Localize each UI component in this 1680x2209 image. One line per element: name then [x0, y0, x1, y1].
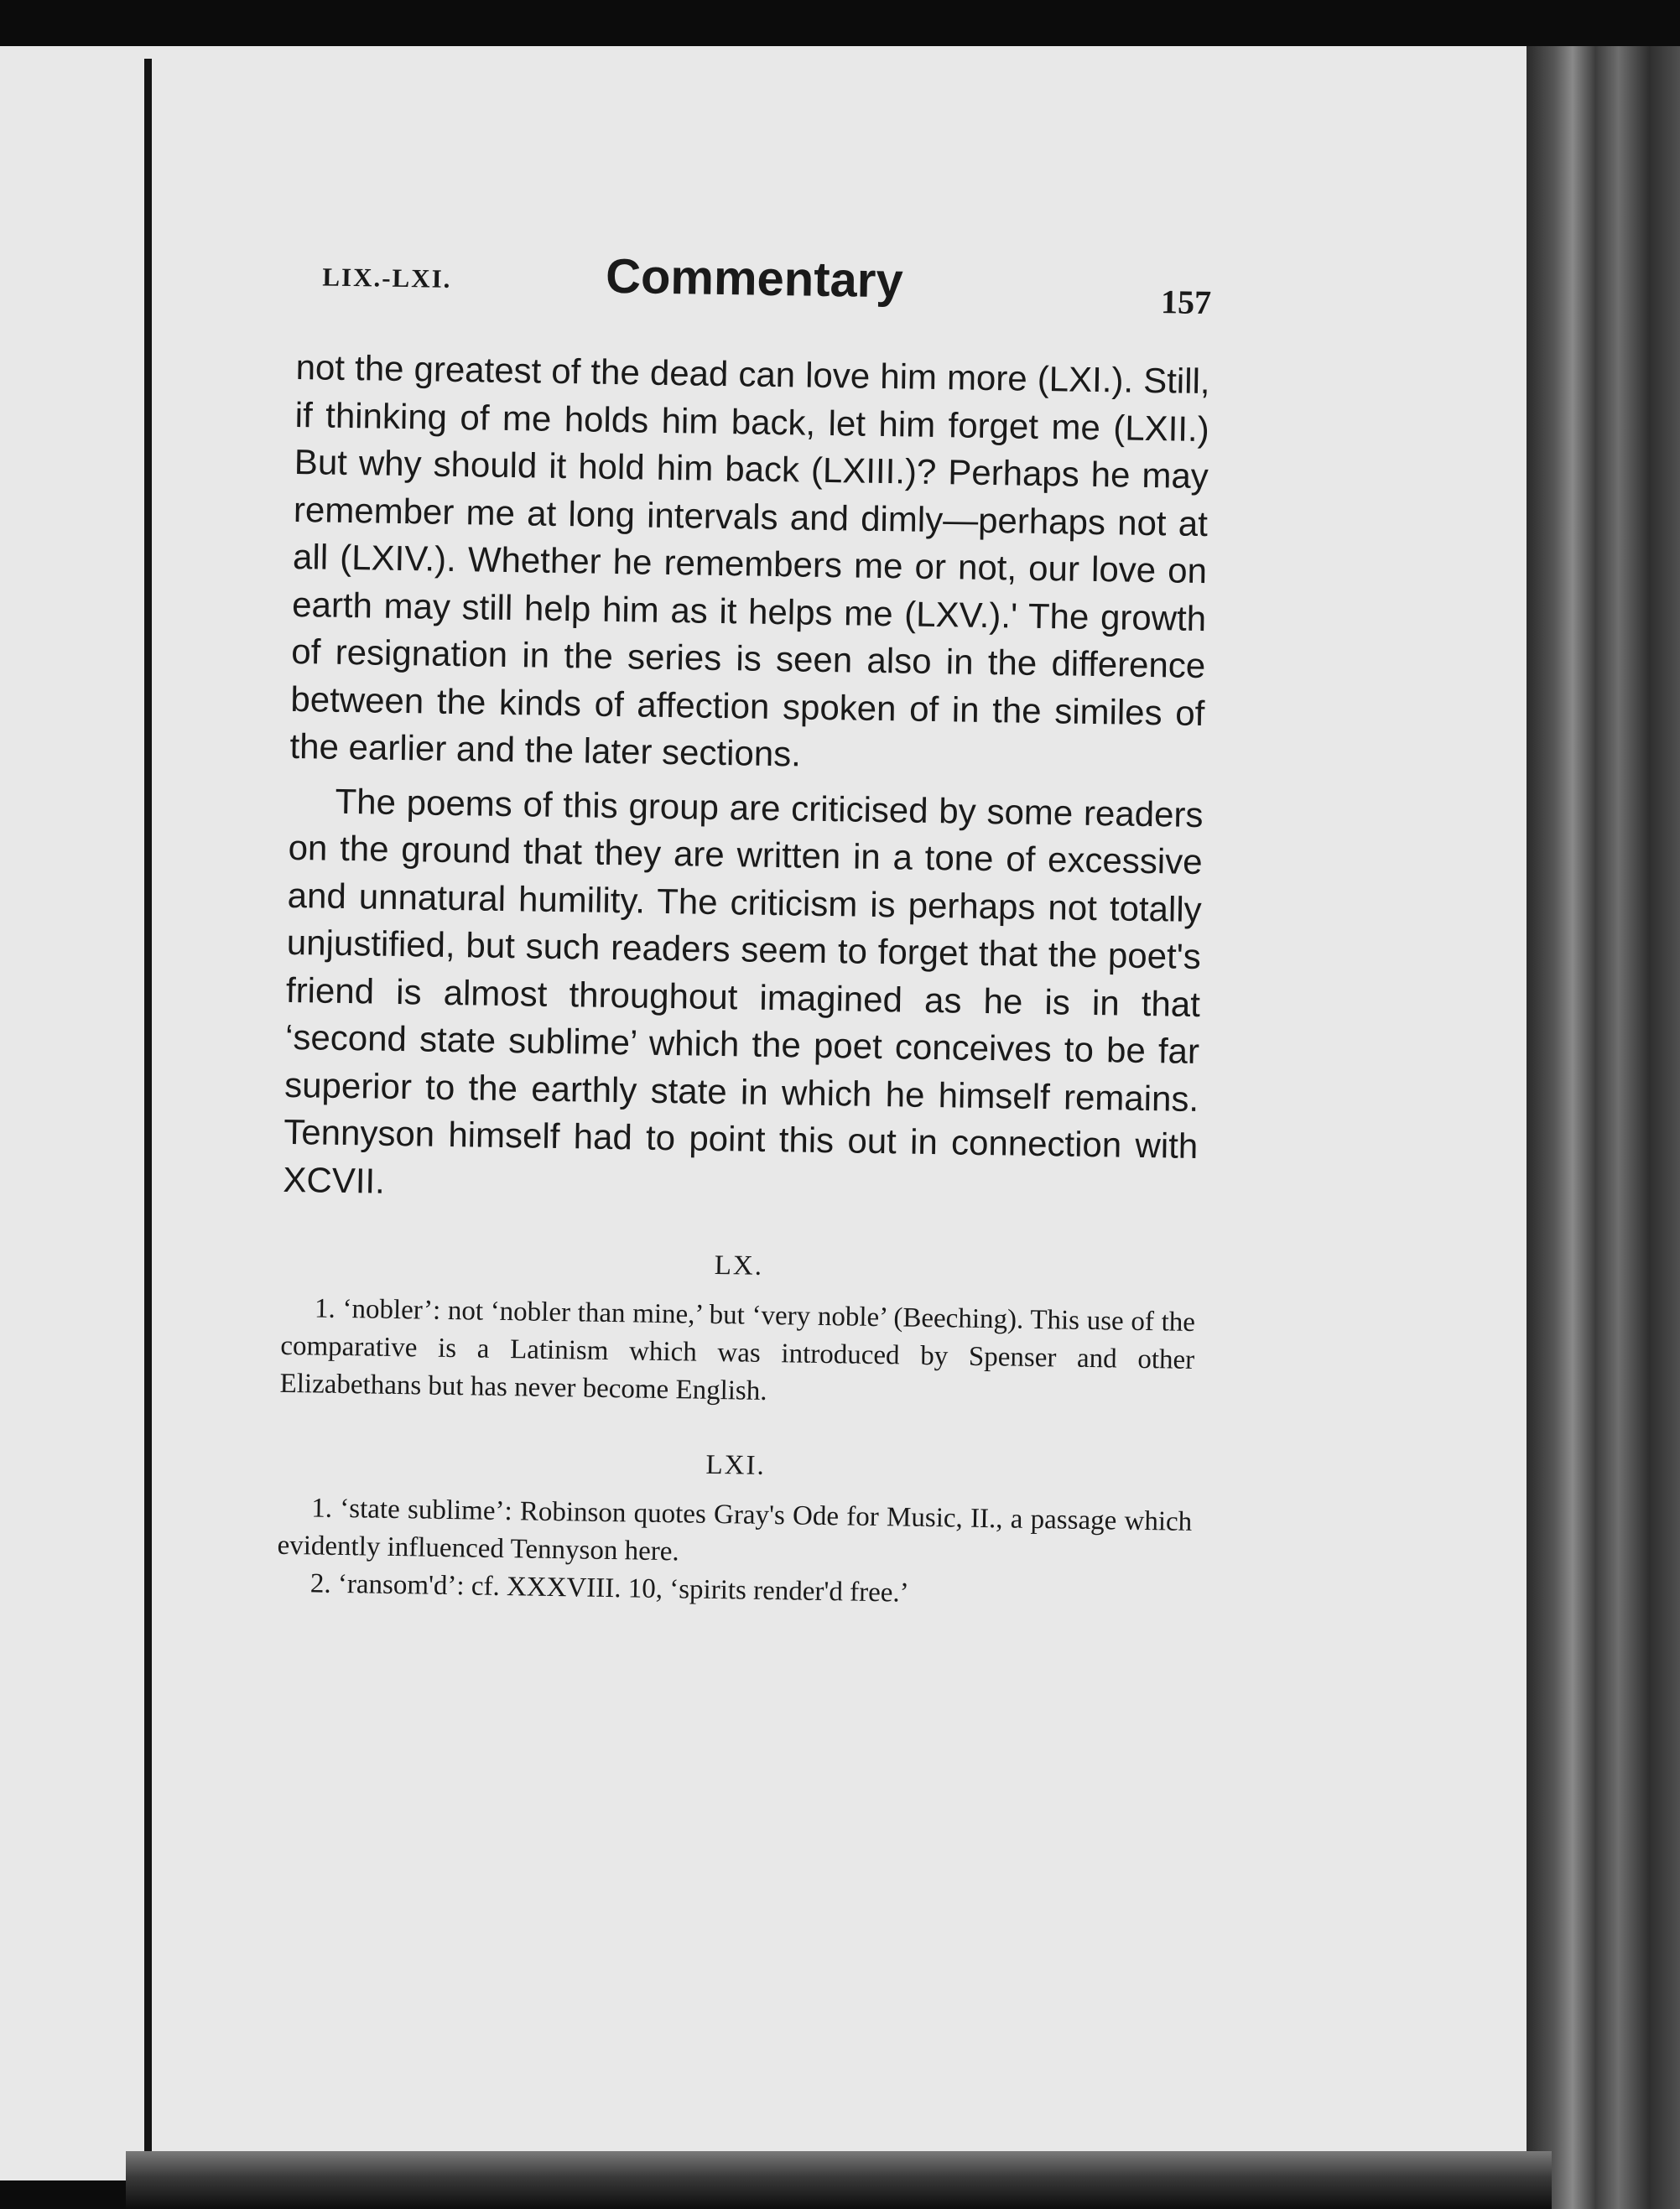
note-lxi-1: 1. ‘state sublime’: Robinson quotes Gray's Ode for Music, II., a passage which evidently influenced Tennyson here.	[277, 1493, 1193, 1567]
note-lx-1: 1. ‘nobler’: not ‘nobler than mine,’ but ‘very noble’ (Beeching). This use of the comparative is a Latinism which was introduced by Spenser and other Elizabethans but has never become English.	[279, 1293, 1196, 1406]
note-lxi-2: 2. ‘ransom'd’: cf. XXXVIII. 10, ‘spirits render'd free.’	[309, 1568, 909, 1609]
note-heading-lx: LX.	[714, 1250, 764, 1281]
page-number: 157	[1160, 283, 1212, 322]
page-edges	[1527, 46, 1680, 2209]
page-title: Commentary	[605, 248, 904, 309]
bottom-edge	[126, 2151, 1552, 2209]
note-heading-lxi: LXI.	[705, 1449, 767, 1481]
binding-gutter	[144, 59, 152, 2172]
page-text-block	[277, 243, 1212, 1617]
body-paragraph-2: The poems of this group are criticised by some readers on the ground that they are written in a tone of excessive and unnatural humility. The criticism is perhaps not totally unjustified, but such readers seem to forget that the poet's friend is almost throughout imagined as he is in that ‘second state sublime’ which the poet conceives to be far superior to the earthly state in which he himself remains. Tennyson himself had to point this out in connection with XCVII.	[283, 781, 1204, 1201]
section-range: LIX.-LXI.	[322, 262, 452, 294]
running-header	[296, 243, 1212, 358]
body-paragraph-1: not the greatest of the dead can love him more (LXI.). Still, if thinking of me holds him back, let him forget me (LXII.) But why should it hold him back (LXIII.)? Perhaps he may remember me at long intervals and dimly—perhaps not at all (LXIV.). Whether he remembers me or not, our love on earth may still help him as it helps me (LXV.).' The growth of resignation in the series is seen also in the difference between the kinds of affection spoken of in the similes of the earlier and the later sections.	[289, 346, 1210, 774]
